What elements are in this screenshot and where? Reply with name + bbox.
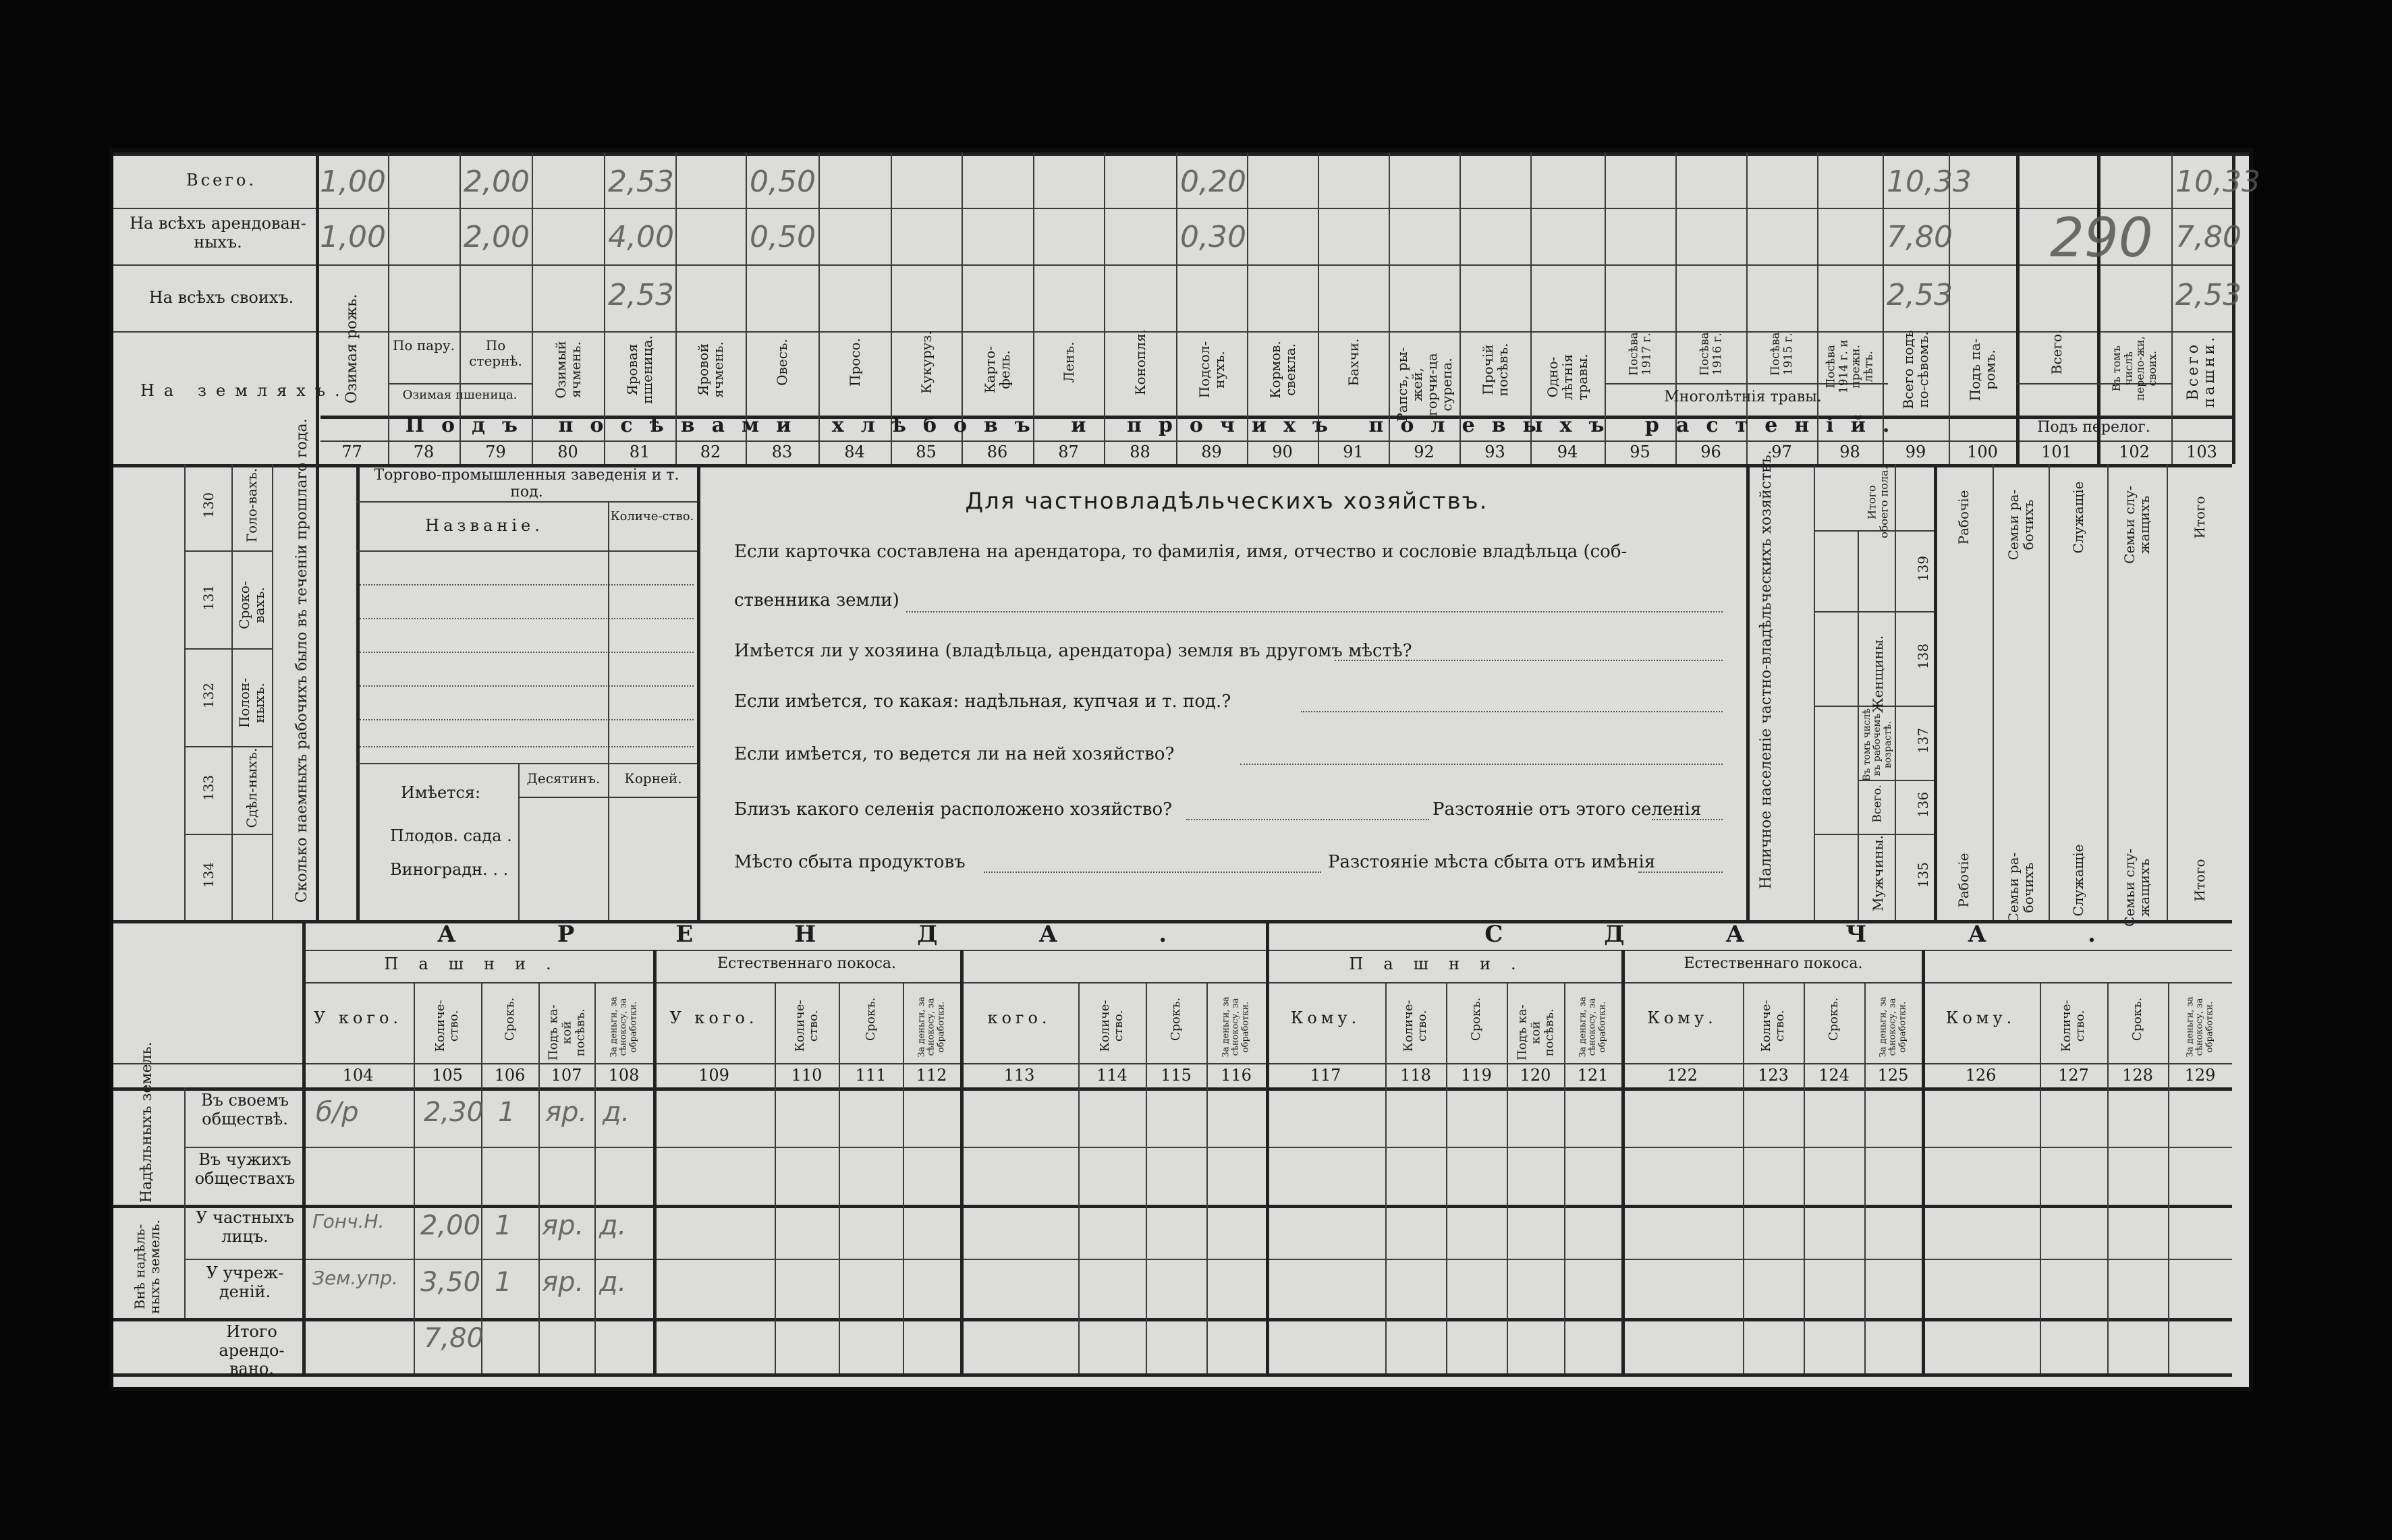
- question-3: Если имѣется, то какая: надѣльная, купчая и т. под.?: [734, 691, 1231, 712]
- grid-line: [360, 584, 694, 586]
- sdacha-header: СДАЧА.: [1484, 921, 2197, 948]
- pop-women: Женщины.: [1870, 635, 1886, 713]
- hw-private-value: яр.: [542, 1210, 584, 1241]
- col-number: 86: [986, 443, 1008, 461]
- col-number: 95: [1630, 443, 1650, 461]
- bottom-col-number: 109: [698, 1066, 729, 1085]
- col-number: 88: [1130, 443, 1150, 461]
- bottom-col-header: кого.: [987, 1008, 1051, 1027]
- bottom-col-header: Количе-ство.: [1401, 1000, 1429, 1052]
- col-number: 90: [1272, 443, 1293, 461]
- grid-line: [903, 982, 904, 1373]
- population-title: Наличное населеніе частно-владѣльческихъ хозяйствъ.: [1757, 450, 1775, 890]
- workers-col-bottom: Семьи слу-жащихъ: [2121, 849, 2152, 927]
- grid-line: [2171, 152, 2173, 464]
- hw-rented-value: 0,50: [750, 220, 816, 254]
- grid-line: [1804, 982, 1805, 1373]
- grid-line: [1446, 982, 1447, 1373]
- grid-line: [1385, 982, 1387, 1373]
- hw-total-rented-value: 7,80: [424, 1323, 484, 1354]
- bottom-col-number: 124: [1818, 1066, 1849, 1085]
- hw-rented-value: 4,00: [608, 220, 674, 254]
- col-12: Бахчи.: [1345, 338, 1362, 387]
- row-label-arend-line2: ныхъ.: [194, 232, 242, 252]
- grid-line: [1743, 982, 1744, 1373]
- hw-institution-value: 1: [495, 1267, 512, 1298]
- col-2: Яровая пшеница.: [624, 335, 655, 404]
- col-11: Кормов. свекла.: [1267, 341, 1298, 399]
- bottom-col-number: 111: [855, 1066, 887, 1085]
- question-4: Если имѣется, то ведется ли на ней хозяйство?: [734, 744, 1175, 764]
- col-number: 101: [2041, 443, 2072, 461]
- arenda-header: АРЕНДА.: [437, 921, 1269, 948]
- bottom-col-header: За деньги, за сѣнокосу, за обработки.: [2185, 996, 2215, 1058]
- pop-men: Мужчины.: [1870, 835, 1886, 911]
- bottom-col-number: 122: [1667, 1066, 1698, 1085]
- col-number: 96: [1700, 443, 1721, 461]
- pop-number: 139: [1915, 555, 1931, 582]
- col-13: Рапсъ, ры-жей, горчи-ца сурепа.: [1393, 347, 1455, 422]
- livestock-num: 130: [200, 492, 217, 519]
- grid-line: [2168, 982, 2169, 1373]
- bottom-col-number: 117: [1310, 1066, 1341, 1085]
- bottom-col-number: 107: [551, 1066, 582, 1085]
- row-label-arend: [127, 215, 309, 252]
- bottom-col-header: За деньги, за сѣнокосу, за обработки.: [916, 996, 946, 1058]
- col-number: 93: [1484, 443, 1505, 461]
- hw-institution-value: яр.: [542, 1267, 584, 1298]
- col-total-sown: Всего подъ по-сѣвомъ.: [1900, 330, 1931, 409]
- hw-total-value: 2,53: [608, 165, 674, 199]
- bottom-col-header: Количе-ство.: [433, 1000, 461, 1052]
- hw-total-value: 0,20: [1180, 165, 1246, 199]
- hw-private-value: 2,00: [420, 1210, 481, 1241]
- col-14: Прочій посѣвъ.: [1479, 343, 1511, 397]
- vne-nadel-group-label: Внѣ надѣль-ныхъ земель.: [132, 1220, 163, 1314]
- bottom-col-header: Кому.: [1290, 1008, 1361, 1027]
- livestock-num: 134: [200, 861, 217, 888]
- hw-private-value: д.: [599, 1210, 627, 1241]
- grid-line: [388, 383, 532, 384]
- col-10: Подсол-нухъ.: [1196, 341, 1227, 399]
- bottom-col-number: 129: [2184, 1066, 2216, 1085]
- livestock-col: Сдѣл-ныхъ.: [244, 747, 260, 828]
- bottom-col-header: Количе-ство.: [792, 1000, 820, 1052]
- bottom-col-number: 105: [432, 1066, 463, 1085]
- hw-own-society-value: д.: [603, 1097, 630, 1128]
- grid-line: [775, 982, 776, 1373]
- bottom-col-number: 119: [1461, 1066, 1492, 1085]
- roots-header: Корней.: [624, 770, 682, 787]
- bottom-col-header: Срокъ.: [502, 997, 517, 1042]
- col-number: 92: [1414, 443, 1435, 461]
- grid-line: [360, 746, 694, 747]
- col-7: Карто-фель.: [982, 345, 1013, 394]
- grid-line: [2040, 982, 2041, 1373]
- hw-rented-value: 0,30: [1180, 220, 1246, 254]
- workers-col-top: Семьи слу-жащихъ: [2121, 486, 2152, 564]
- hw-own-value: 2,53: [2175, 278, 2242, 312]
- bottom-col-header: За деньги, за сѣнокосу, за обработки.: [1221, 996, 1251, 1058]
- grid-line: [360, 685, 694, 687]
- col-number: 87: [1058, 443, 1079, 461]
- bottom-col-header: Кому.: [1647, 1008, 1717, 1027]
- col-number: 83: [771, 443, 793, 461]
- bottom-col-header: Срокъ.: [1827, 997, 1841, 1042]
- trade-title-text: Торгово-промышленныя заведенія и т. под.: [374, 467, 679, 501]
- col-perennial-4: Посѣва 1914 г. и прежн. лѣтъ.: [1824, 339, 1876, 394]
- col-number: 82: [700, 443, 721, 461]
- col-3: Яровой ячмень.: [695, 341, 726, 398]
- question-5a: Близъ какого селенія расположено хозяйство?: [734, 799, 1173, 820]
- col-6: Кукуруз.: [918, 331, 935, 394]
- grid-line: [538, 982, 540, 1373]
- pop-number: 136: [1915, 791, 1931, 818]
- col-perennial-3: Посѣва 1915 г.: [1768, 332, 1795, 376]
- col-9: Конопля.: [1132, 329, 1148, 395]
- question-6a: Мѣсто сбыта продуктовъ: [734, 852, 966, 872]
- bottom-col-header: Количе-ство.: [1098, 1000, 1125, 1052]
- col-15: Одно-лѣтнія травы.: [1545, 353, 1590, 401]
- grid-line: [1507, 982, 1508, 1373]
- bottom-col-header: Подъ ка-кой посѣвъ.: [1514, 1004, 1556, 1061]
- workers-col-top: Итого: [2191, 496, 2208, 539]
- row-institutions: У учреж-деній.: [206, 1263, 284, 1301]
- question-1a: Если карточка составлена на арендатора, то фамилія, имя, отчество и сословіе владѣльца (соб-: [734, 542, 1628, 562]
- col-1: Озимый ячмень.: [552, 341, 584, 399]
- workers-col-bottom: Итого: [2191, 859, 2208, 902]
- livestock-num: 133: [200, 774, 217, 801]
- dessiatin-header: Десятинъ.: [526, 770, 601, 787]
- hw-rented-value: 1,00: [320, 220, 386, 254]
- grid-line: [1146, 982, 1147, 1373]
- bottom-col-number: 108: [608, 1066, 640, 1085]
- col-number: 84: [844, 443, 865, 461]
- trade-title: [360, 467, 694, 501]
- grid-line: [360, 618, 694, 619]
- bottom-col-header: Количе-ство.: [2059, 1000, 2087, 1052]
- col-number: 89: [1201, 443, 1222, 461]
- nadel-group-label: Надѣльныхъ земель.: [138, 1042, 155, 1203]
- col-perennial-group: Многолѣтнія травы.: [1664, 389, 1822, 405]
- col-rye: Озимая рожь.: [343, 293, 360, 404]
- col-number: 79: [485, 443, 506, 461]
- row-private-persons: У частныхъ лицъ.: [196, 1208, 294, 1246]
- col-number: 103: [2186, 443, 2217, 461]
- grid-line: [360, 652, 694, 653]
- bottom-col-number: 123: [1758, 1066, 1789, 1085]
- bottom-col-number: 114: [1096, 1066, 1128, 1085]
- livestock-num: 131: [200, 584, 217, 610]
- bottom-col-header: За деньги, за сѣнокосу, за обработки.: [609, 996, 638, 1058]
- bottom-col-header: За деньги, за сѣнокосу, за обработки.: [1578, 996, 1607, 1058]
- bottom-col-header: Срокъ.: [1469, 997, 1484, 1042]
- col-number: 99: [1905, 443, 1926, 461]
- grid-line: [2097, 152, 2101, 464]
- hw-own-value: 2,53: [608, 278, 674, 312]
- trade-name-header: Названіе.: [425, 516, 544, 535]
- hw-total-value: 0,50: [750, 165, 816, 199]
- bottom-col-number: 121: [1577, 1066, 1609, 1085]
- workers-col-bottom: Рабочіе: [1955, 853, 1972, 908]
- vineyard-label: Виноградн. . .: [390, 860, 509, 879]
- hw-own-society-value: 2,30: [424, 1097, 484, 1128]
- bottom-col-number: 116: [1221, 1066, 1252, 1085]
- row-own-society: Въ своемъ обществѣ.: [200, 1091, 289, 1129]
- bottom-col-header: Подъ ка-кой посѣвъ.: [545, 1004, 587, 1061]
- hw-rented-value: 7,80: [1887, 220, 1953, 254]
- orchard-label: Плодов. сада .: [390, 826, 512, 845]
- bottom-col-header: У кого.: [313, 1008, 403, 1027]
- bottom-col-header: За деньги, за сѣнокосу, за обработки.: [1878, 996, 1908, 1058]
- grid-line: [1206, 982, 1208, 1373]
- row-label-svoi: На всѣхъ своихъ.: [148, 288, 294, 307]
- workers-col-bottom: Служащіе: [2069, 844, 2086, 917]
- pop-both-sexes: Итого обоего пола.: [1865, 466, 1890, 538]
- livestock-col: Полон-ныхъ.: [236, 677, 267, 728]
- bottom-col-header: У кого.: [669, 1008, 758, 1027]
- col-number: 97: [1771, 443, 1792, 461]
- bottom-col-number: 126: [1965, 1066, 1997, 1085]
- row-total-rented: Итого арендо-вано.: [219, 1322, 285, 1379]
- col-number: 77: [341, 443, 362, 461]
- question-1b: ственника земли): [734, 590, 899, 610]
- workers-col-top: Рабочіе: [1955, 490, 1972, 545]
- grid-line: [594, 982, 596, 1373]
- hw-institution-value: 3,50: [420, 1267, 481, 1298]
- hw-total-value: 1,00: [320, 165, 386, 199]
- bottom-col-number: 125: [1877, 1066, 1909, 1085]
- col-wheat-stubble: По стернѣ.: [469, 337, 522, 369]
- hw-own-society-value: яр.: [545, 1097, 588, 1128]
- pop-number: 137: [1915, 727, 1931, 754]
- col-number: 102: [2119, 443, 2150, 461]
- pop-total: Всего.: [1870, 785, 1885, 823]
- hw-own-value: 2,53: [1887, 278, 1953, 312]
- grid-line: [2049, 464, 2050, 920]
- hw-own-society-value: 1: [498, 1097, 516, 1128]
- bottom-col-number: 112: [916, 1066, 947, 1085]
- hw-total-value: 10,33: [2175, 165, 2260, 199]
- question-6b: Разстояніе мѣста сбыта отъ имѣнія: [1328, 852, 1656, 872]
- sdacha-pokos: Естественнаго покоса.: [1684, 955, 1863, 972]
- bottom-col-number: 106: [494, 1066, 526, 1085]
- workers-col-top: Служащіе: [2069, 481, 2086, 554]
- arenda-pashni: Пашни.: [384, 954, 572, 973]
- col-number: 78: [413, 443, 435, 461]
- bottom-col-header: Срокъ.: [1169, 997, 1184, 1042]
- col-number: 91: [1343, 443, 1364, 461]
- col-number: 98: [1839, 443, 1860, 461]
- grid-line: [839, 982, 840, 1373]
- question-2: Имѣется ли у хозяина (владѣльца, арендатора) земля въ другомъ мѣстѣ?: [734, 641, 1412, 661]
- grid-line: [2107, 982, 2109, 1373]
- grid-line: [414, 982, 415, 1373]
- grid-line: [1078, 982, 1080, 1373]
- bottom-col-header: Срокъ.: [2130, 997, 2145, 1042]
- livestock-num: 132: [200, 682, 217, 708]
- arenda-pokos: Естественнаго покоса.: [717, 955, 896, 972]
- bottom-col-number: 115: [1161, 1066, 1192, 1085]
- col-number: 100: [1967, 443, 1998, 461]
- hw-rented-value: 7,80: [2175, 220, 2242, 254]
- col-number: 85: [916, 443, 937, 461]
- grid-line: [2107, 464, 2109, 920]
- side-label-zemli: На земляхъ.: [140, 381, 350, 400]
- col-perelog-group: Подъ перелог.: [2037, 419, 2150, 436]
- bottom-col-number: 127: [2058, 1066, 2089, 1085]
- private-households-title: Для частновладѣльческихъ хозяйствъ.: [965, 488, 1489, 515]
- bottom-col-number: 110: [791, 1066, 823, 1085]
- pop-number: 138: [1915, 643, 1931, 670]
- hw-private-value: 1: [495, 1210, 512, 1241]
- col-wheat-fallow: По пару.: [392, 337, 455, 353]
- grid-line: [1864, 982, 1866, 1373]
- has-label: Имѣется:: [400, 783, 481, 802]
- col-number: 94: [1557, 443, 1578, 461]
- bottom-col-number: 120: [1520, 1066, 1551, 1085]
- grid-line: [2167, 464, 2168, 920]
- hired-workers-question: Сколько наемныхъ рабочихъ было въ теченіи прошлаго года.: [293, 418, 310, 903]
- col-4: Овесъ.: [774, 339, 790, 386]
- col-8: Ленъ.: [1060, 341, 1077, 383]
- livestock-col: Сроко-вахъ.: [236, 580, 267, 629]
- col-perennial-1: Посѣва 1917 г.: [1626, 332, 1653, 376]
- hw-rented-value: 2,00: [464, 220, 530, 254]
- hw-total-value: 10,33: [1887, 165, 1972, 199]
- bottom-col-header: Количе-ство.: [1759, 1000, 1787, 1052]
- census-card: [113, 152, 2260, 1387]
- bottom-col-number: 128: [2122, 1066, 2153, 1085]
- hw-private-value: Гонч.Н.: [312, 1210, 385, 1232]
- question-5b: Разстояніе отъ этого селенія: [1433, 799, 1702, 820]
- trade-qty-header: Количе-ство.: [610, 509, 694, 523]
- col-5: Просо.: [846, 338, 863, 387]
- livestock-col: Голо-вахъ.: [244, 467, 260, 543]
- row-label-arend-line1: На всѣхъ арендован-: [130, 214, 306, 233]
- col-arable-total: Всего пашни.: [2184, 334, 2218, 408]
- col-wheat-group: Озимая пшеница.: [402, 388, 518, 402]
- col-number: 80: [557, 443, 578, 461]
- pop-number: 135: [1915, 861, 1931, 888]
- grid-line: [360, 719, 694, 720]
- hw-total-value: 2,00: [464, 165, 530, 199]
- sdacha-pashni: Пашни.: [1349, 954, 1536, 973]
- hw-institution-value: Зем.упр.: [312, 1267, 398, 1289]
- col-fallow: Подъ па-ромъ.: [1967, 338, 1998, 401]
- bottom-col-header: Срокъ.: [863, 997, 878, 1042]
- grid-line: [316, 152, 319, 464]
- row-other-societies: Въ чужихъ обществахъ: [194, 1150, 296, 1188]
- row-label-vsego: Всего.: [186, 171, 256, 190]
- hw-big-number: 290: [2050, 206, 2153, 269]
- pop-working-age: Въ томъ числѣ въ рабочемъ возрастѣ.: [1861, 708, 1893, 782]
- bottom-col-number: 104: [342, 1066, 374, 1085]
- bottom-col-number: 113: [1003, 1066, 1035, 1085]
- workers-col-top: Семьи ра-бочихъ: [2005, 489, 2036, 561]
- hw-own-society-value: б/р: [316, 1097, 359, 1128]
- col-perelog-incl: Въ томъ числѣ перело-жи, своих.: [2109, 336, 2159, 401]
- workers-col-bottom: Семьи ра-бочихъ: [2005, 852, 2036, 923]
- bottom-col-header: Кому.: [1945, 1008, 2016, 1027]
- col-perennial-2: Посѣва 1916 г.: [1697, 332, 1724, 376]
- grid-line: [2016, 152, 2020, 464]
- grid-line: [1993, 464, 1994, 920]
- hw-institution-value: д.: [599, 1267, 627, 1298]
- bottom-col-number: 118: [1400, 1066, 1431, 1085]
- grid-line: [1564, 982, 1565, 1373]
- col-number: 81: [629, 443, 650, 461]
- grid-line: [481, 982, 482, 1373]
- sown-crops-header: Подъ посѣвами хлѣбовъ и прочихъ полевыхъ растеній.: [405, 413, 1907, 437]
- col-perelog-total: Всего.: [2049, 329, 2065, 375]
